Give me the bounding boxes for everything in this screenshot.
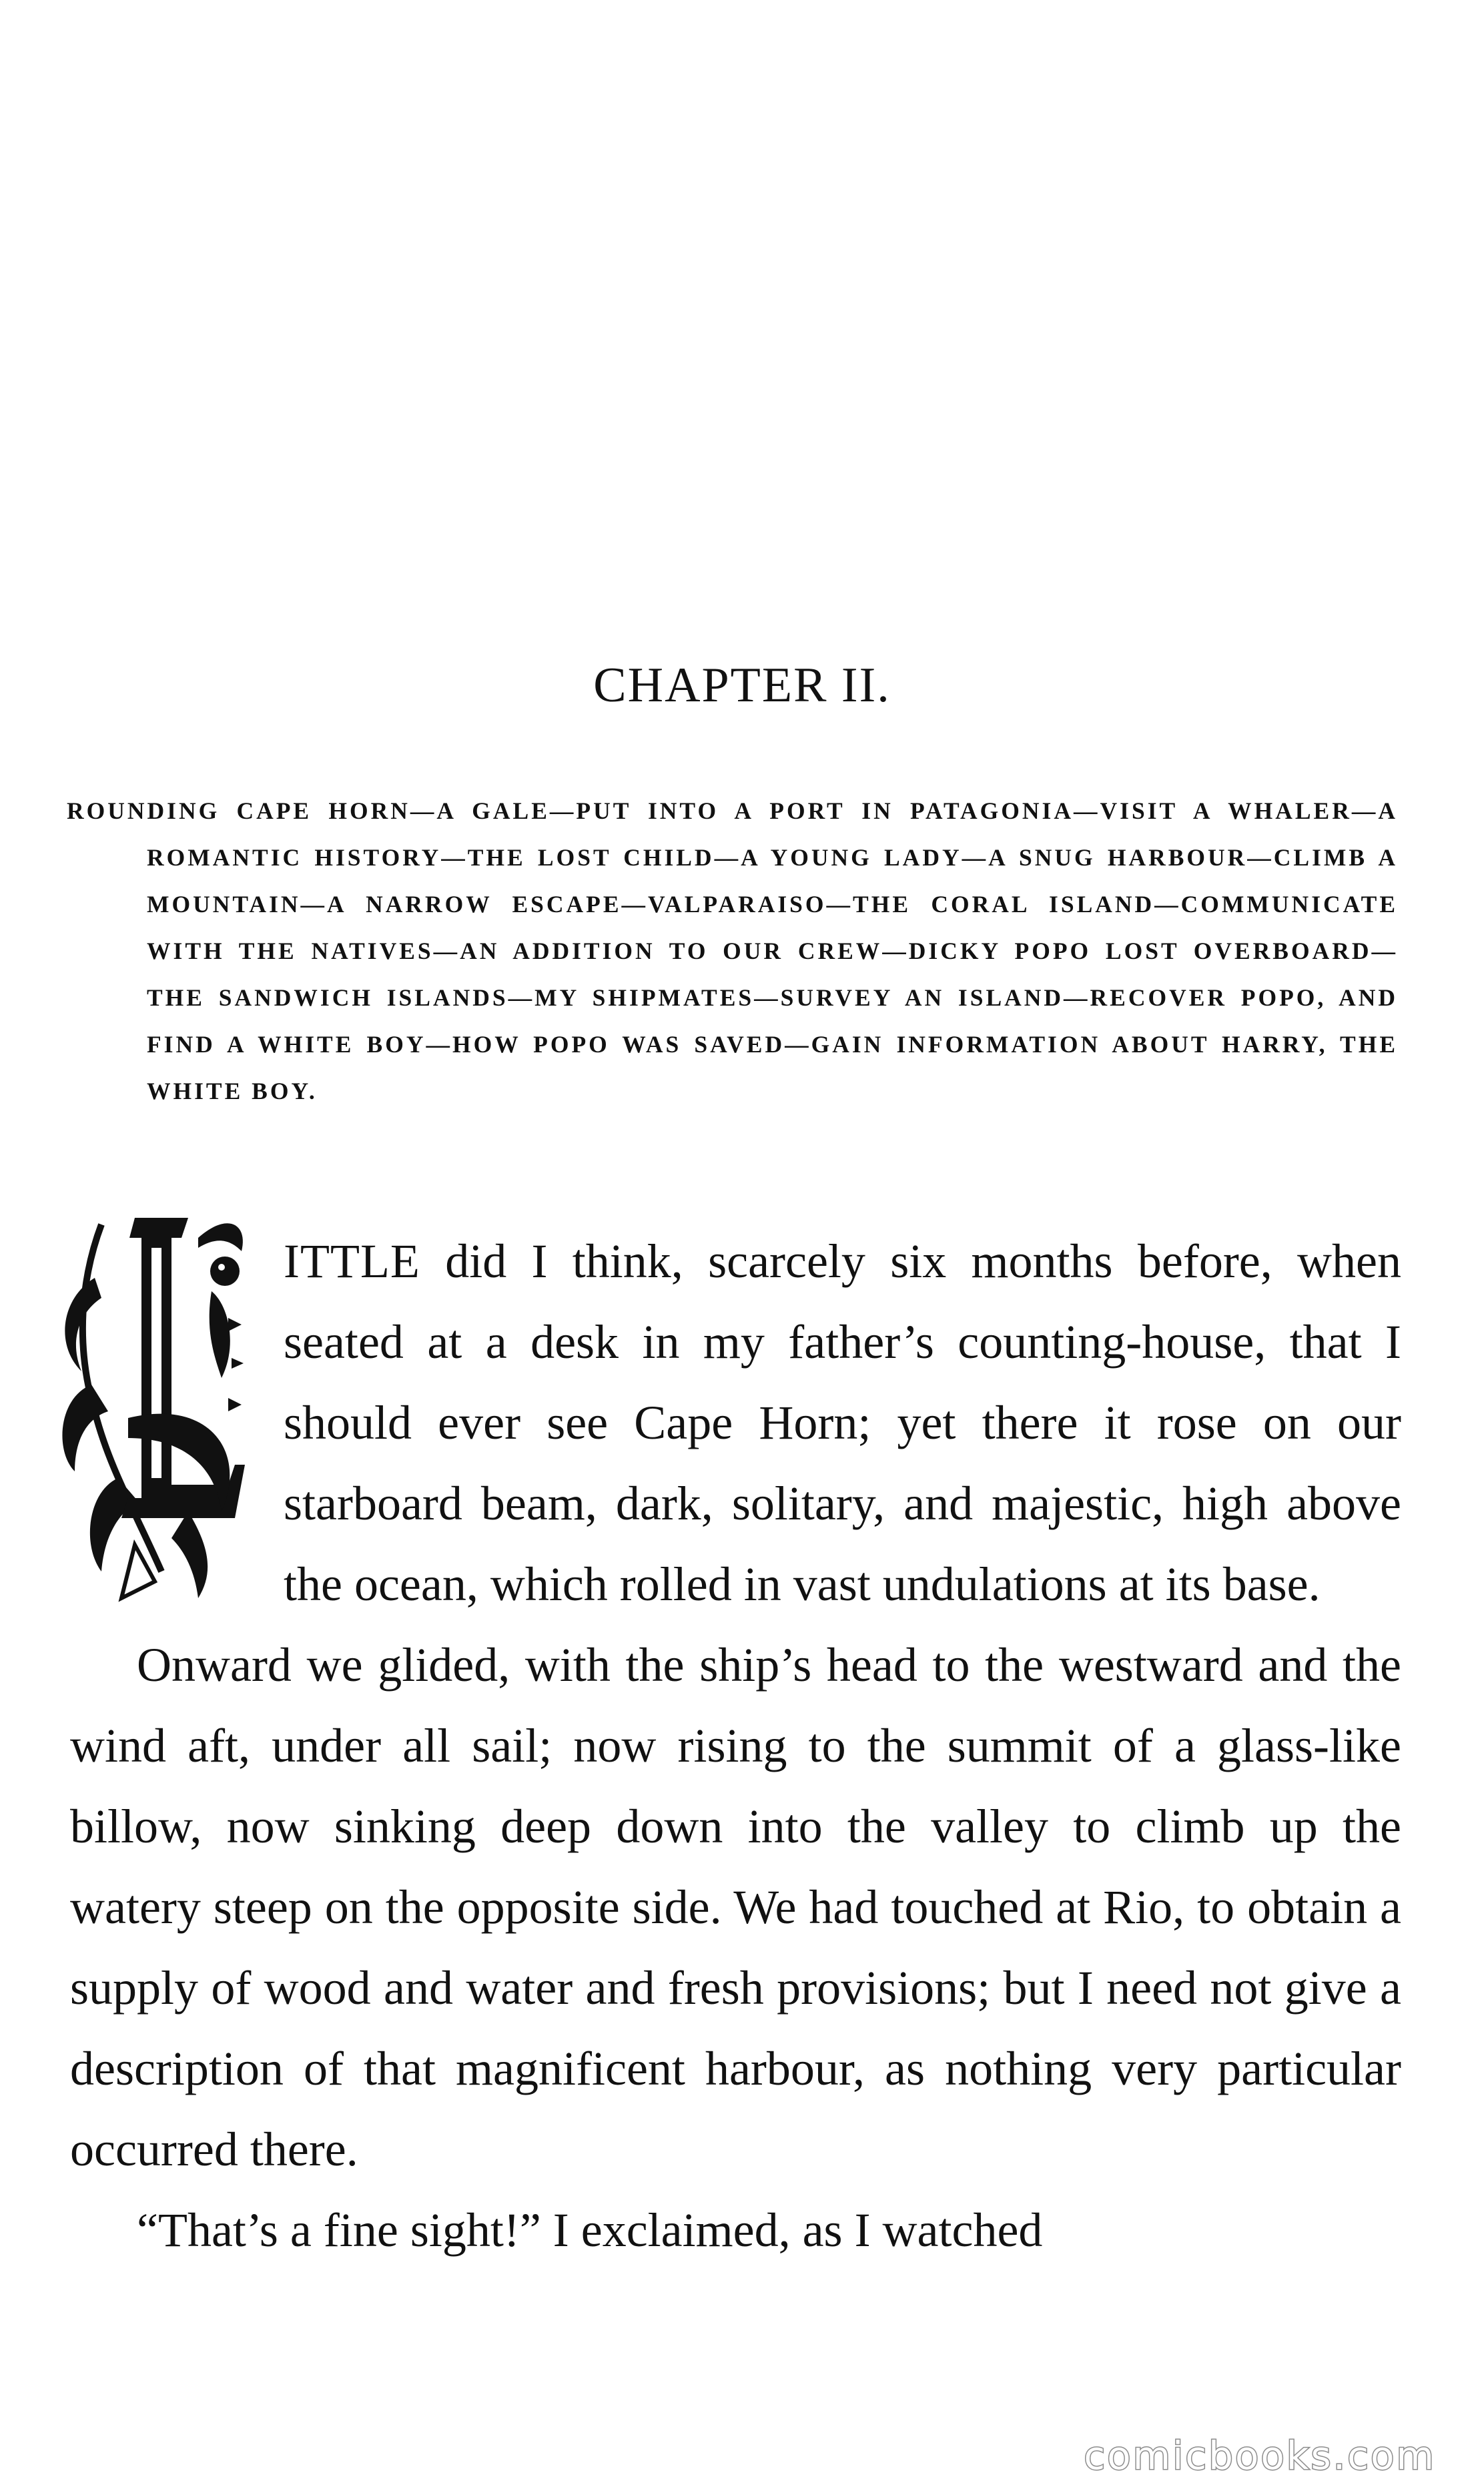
- paragraph-1-text: did I think, scarcely six months before, when seated at a desk in my father’s counting-house, that I should ever see Cape Horn; yet there it rose on our starboard beam, dark, solitary, and majestic, high above the ocean, which rolled in vast undulations at its base.: [284, 1234, 1401, 1611]
- chapter-title: CHAPTER II.: [593, 658, 891, 713]
- chapter-body: [70, 1221, 1401, 2271]
- drop-cap-space: [70, 1214, 284, 1615]
- paragraph-3: “That’s a fine sight!” I exclaimed, as I watched: [137, 2203, 1043, 2257]
- first-word-rest: ITTLE: [284, 1234, 420, 1288]
- chapter-synopsis: ROUNDING CAPE HORN—A GALE—PUT INTO A PORT IN PATAGONIA—VISIT A WHALER—A ROMANTIC HISTORY—THE LOST CHILD—A YOUNG LADY—A SNUG HARBOUR—CLIMB A MOUNTAIN—A NARROW ESCAPE—VALPARAISO—THE CORAL ISLAND—COMMUNICATE WITH THE NATIVES—AN ADDITION TO OUR CREW—DICKY POPO LOST OVERBOARD—THE SANDWICH ISLANDS—MY SHIPMATES—SURVEY AN ISLAND—RECOVER POPO, AND FIND A WHITE BOY—HOW POPO WAS SAVED—GAIN INFORMATION ABOUT HARRY, THE WHITE BOY.: [67, 797, 1398, 1104]
- paragraph-1: [70, 1221, 1401, 1625]
- paragraph-2: Onward we glided, with the ship’s head to the westward and the wind aft, under all sail; now rising to the summit of a glass-like billow, now sinking deep down into the valley to climb up the watery steep on the opposite side. We had touched at Rio, to obtain a supply of wood and water and fresh provisions; but I need not give a description of that magnificent harbour, as nothing very particular occurred there.: [70, 1638, 1401, 2176]
- watermark: comicbooks.com: [1084, 2433, 1436, 2478]
